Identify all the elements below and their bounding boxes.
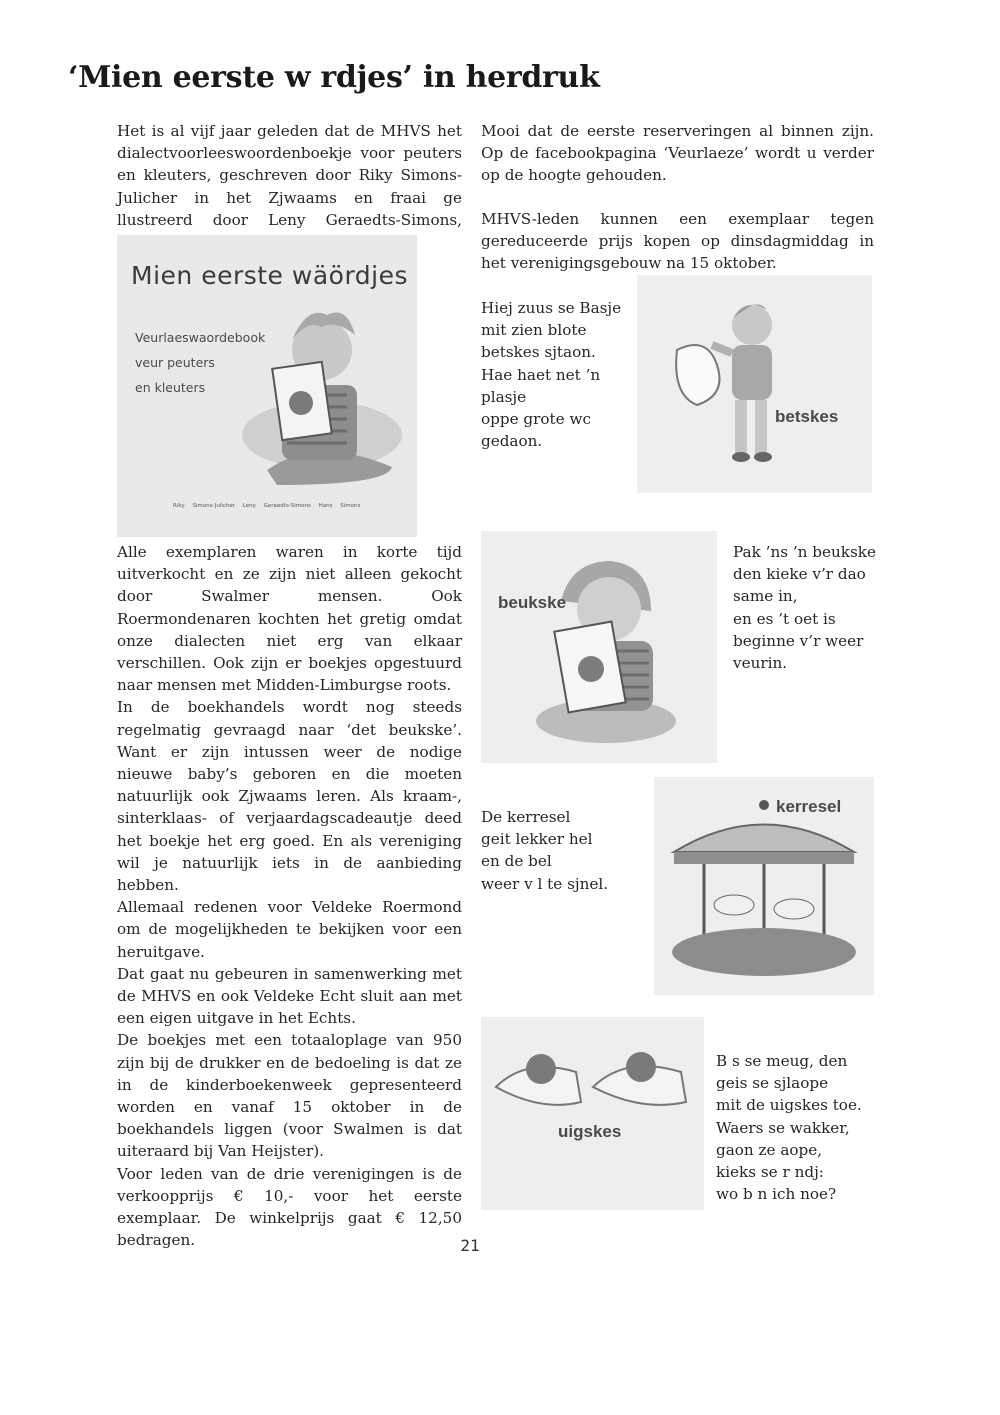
article-title: ‘Mien eerste w rdjes’ in herdruk: [68, 60, 600, 95]
intro-paragraph: Het is al vijf jaar geleden dat de MHVS het dialectvoorleeswoordenboekje voor peuters en kleuters, geschreven door Riky Simons-Julicher in het Zjwaams en fraai ge llustreerd door Leny Geraedts-Simons,: [117, 122, 462, 229]
betskes-illustration: [637, 275, 872, 493]
body-paragraph: Alle exemplaren waren in korte tijd uitverkocht en ze zijn niet alleen gekocht door Swalmer mensen. Ook Roermondenaren kochten het gretig omdat onze dialecten niet erg van elkaar verschillen. Ook zijn er boekjes opgestuurd naar mensen met Midden-Limburgse roots. In de boekhandels wordt nog steeds regelmatig gevraagd naar ‘det beukske’. Want er zijn intussen weer de nodige nieuwe baby’s geboren en die moeten natuurlijk ook Zjwaams leren. Als kraam-, sinterklaas- of verjaardagscadeautje deed het boekje het erg goed. En als vereniging wil je natuurlijk iets in de aanbieding hebben. Allemaal redenen voor Veldeke Roermond om de mogelijkheden te bekijken voor een heruitgave. Dat gaat nu gebeuren in samenwerking met de MHVS en ook Veldeke Echt sluit aan met een eigen uitgave in het Echts. De boekjes met een totaaloplage van 950 zijn bij de drukker en de bedoeling is dat ze in de kinderboekenweek gepresenteerd worden en vanaf 15 oktober in de boekhandels liggen (voor Swalmen is dat uiteraard bij Van Heijster). Voor leden van de drie verenigingen is de verkoopprijs € 10,- voor het eerste exemplaar. De winkelprijs gaat € 12,50 bedragen.: [117, 543, 462, 1250]
page-number: 21: [460, 1236, 480, 1255]
book-cover-credits: Riky Simons-Julicher Leny Geraedts-Simons Hans Simons: [173, 503, 361, 509]
beukske-label: beukske: [498, 593, 567, 612]
uigskes-label: uigskes: [558, 1122, 622, 1141]
reservations-paragraph: Mooi dat de eerste reserveringen al binnen zijn. Op de facebookpagina ‘Veurlaeze’ wordt u verder op de hoogte gehouden.: [481, 122, 874, 185]
book-cover-title: Mien eerste wäördjes: [131, 261, 409, 290]
poem-kerresel: De kerresel geit lekker hel en de bel weer v l te sjnel.: [481, 808, 609, 893]
poem-uigskes: B s se meug, den geis se sjlaope mit de uigskes toe. Waers se wakker, gaon ze aope, kieks se r ndj: wo b n ich noe?: [716, 1052, 862, 1204]
uigskes-image: [481, 1017, 704, 1210]
members-paragraph: MHVS-leden kunnen een exemplaar tegen gereduceerde prijs kopen op dinsdagmiddag in het verenigingsgebouw na 15 oktober.: [481, 210, 874, 273]
beukske-image: [481, 531, 717, 763]
book-cover-subtitle: Veurlaeswaordebook veur peuters en kleuters: [135, 330, 266, 395]
poem-betskes: Hiej zuus se Basje mit zien blote betskes sjtaon. Hae haet net ’n plasje oppe grote wc gedaon.: [481, 299, 622, 451]
book-cover-image: [117, 235, 417, 537]
uigskes-illustration: [481, 1017, 704, 1210]
betskes-label: betskes: [775, 407, 839, 426]
kerresel-image: [654, 777, 874, 995]
beukske-illustration: [481, 531, 717, 763]
poem-beukske: Pak ’ns ’n beukske den kieke v’r dao same in, en es ’t oet is beginne v’r weer veurin.: [733, 543, 876, 673]
kerresel-label: kerresel: [776, 797, 842, 816]
betskes-image: [637, 275, 872, 493]
